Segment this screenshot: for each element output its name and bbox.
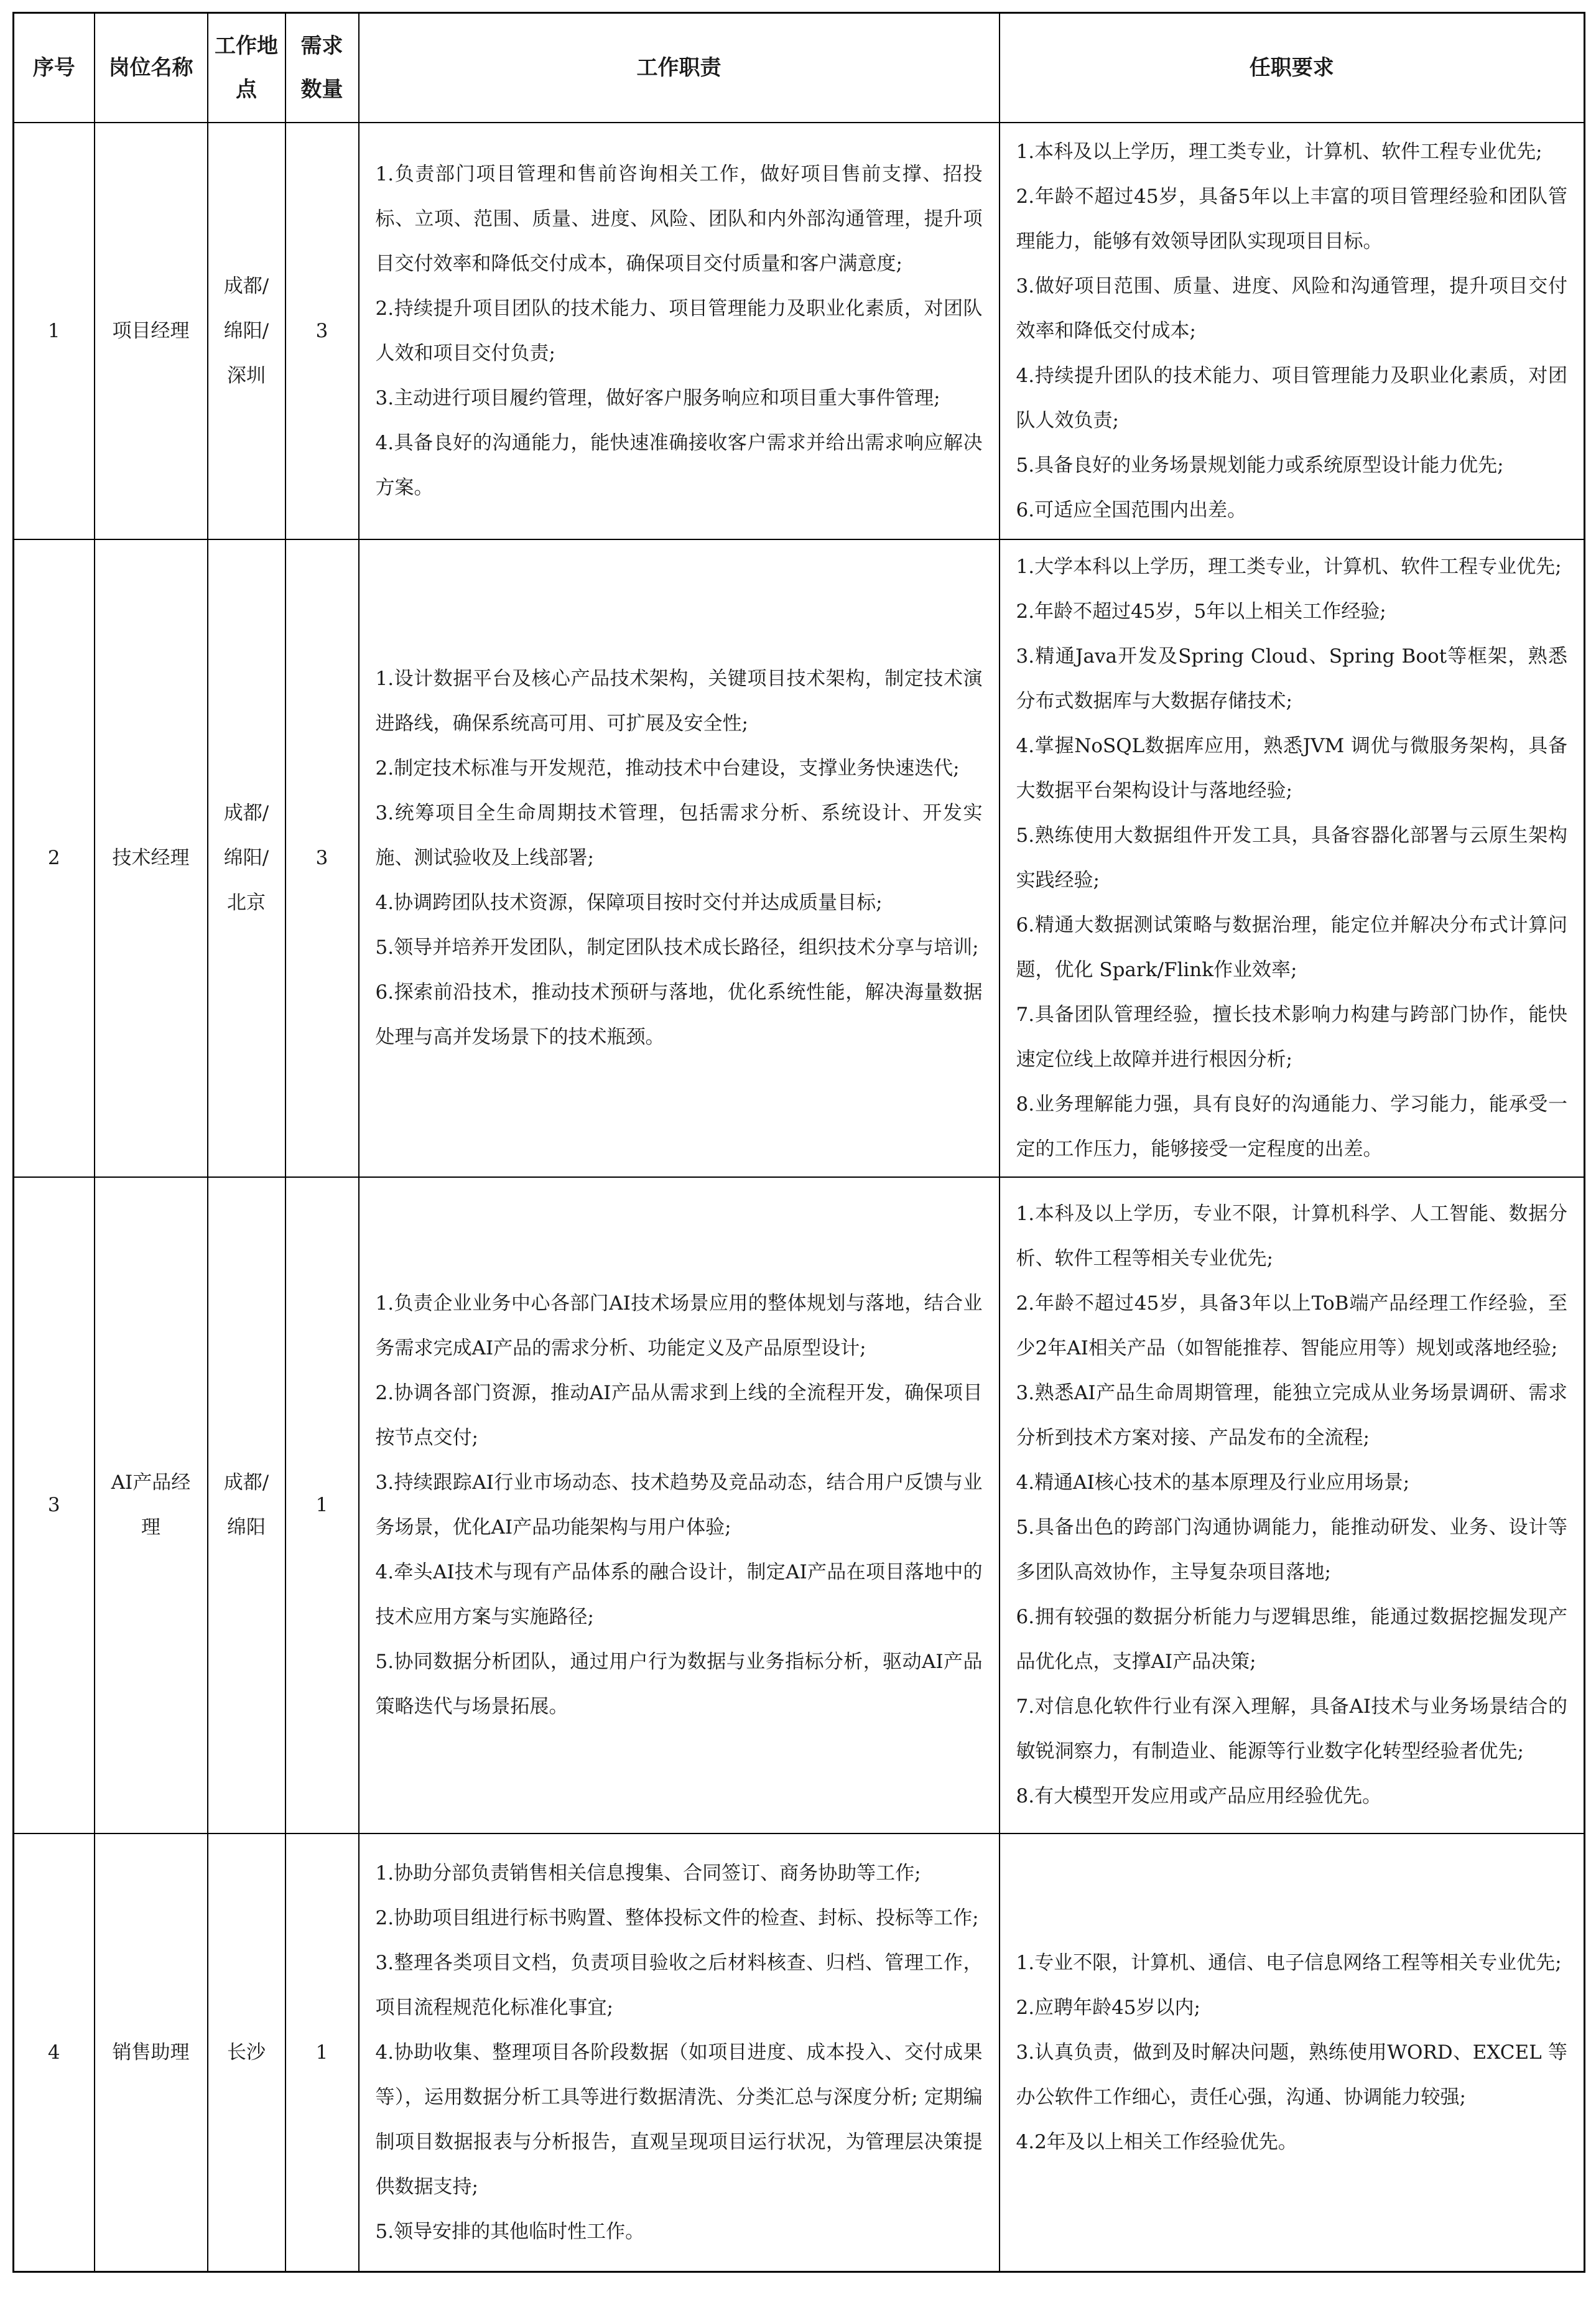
text-line: 4.具备良好的沟通能力，能快速准确接收客户需求并给出需求响应解决方案。: [375, 431, 983, 499]
cell-duties: [359, 539, 1000, 1177]
text-line: 6.精通大数据测试策略与数据治理，能定位并解决分布式计算问题，优化 Spark/Flink作业效率;: [1016, 914, 1567, 981]
text-line: 1.本科及以上学历，专业不限，计算机科学、人工智能、数据分析、软件工程等相关专业优先;: [1016, 1203, 1567, 1270]
text-line: 8.业务理解能力强，具有良好的沟通能力、学习能力，能承受一定的工作压力，能够接受一定程度的出差。: [1016, 1093, 1567, 1160]
cell-location: [208, 1177, 285, 1833]
cell-requirements: [1000, 1833, 1585, 2272]
text-line: 2.年龄不超过45岁，具备3年以上ToB端产品经理工作经验，至少2年AI相关产品（如智能推荐、智能应用等）规划或落地经验;: [1016, 1292, 1567, 1359]
text-line: 2.持续提升项目团队的技术能力、项目管理能力及职业化素质，对团队人效和项目交付负责;: [375, 297, 983, 365]
text-line: 3.认真负责，做到及时解决问题，熟练使用WORD、EXCEL 等办公软件工作细心，责任心强，沟通、协调能力较强;: [1016, 2041, 1567, 2108]
text-line: 4.协助收集、整理项目各阶段数据（如项目进度、成本投入、交付成果等），运用数据分析工具等进行数据清洗、分类汇总与深度分析; 定期编制项目数据报表与分析报告，直观呈现项目运行状况，为管理层决策提供数据支持;: [375, 2041, 983, 2198]
text-line: 1.大学本科以上学历，理工类专业，计算机、软件工程专业优先;: [1016, 556, 1562, 578]
text-line: 6.探索前沿技术，推动技术预研与落地，优化系统性能，解决海量数据处理与高并发场景下的技术瓶颈。: [375, 981, 983, 1048]
cell-requirements: [1000, 539, 1585, 1177]
text-line: 1.协助分部负责销售相关信息搜集、合同签订、商务协助等工作;: [375, 1861, 921, 1885]
cell-position: 项目经理: [95, 123, 208, 539]
text-line: 3.统筹项目全生命周期技术管理，包括需求分析、系统设计、开发实施、测试验收及上线部署;: [375, 802, 983, 869]
cell-requirements: [1000, 1177, 1585, 1833]
cell-position: 销售助理: [95, 1833, 208, 2272]
text-line: 1.本科及以上学历，理工类专业，计算机、软件工程专业优先;: [1016, 140, 1543, 163]
text-line: 5.具备良好的业务场景规划能力或系统原型设计能力优先;: [1016, 454, 1504, 477]
text-line: 3.持续跟踪AI行业市场动态、技术趋势及竞品动态，结合用户反馈与业务场景，优化AI产品功能架构与用户体验;: [375, 1471, 983, 1539]
text-line: 长沙: [227, 2041, 266, 2064]
header-duties: 工作职责: [359, 13, 1000, 123]
text-line: 6.拥有较强的数据分析能力与逻辑思维，能通过数据挖掘发现产品优化点，支撑AI产品决策;: [1016, 1606, 1567, 1673]
text-line: 成都/: [223, 1471, 269, 1494]
text-line: 4.精通AI核心技术的基本原理及行业应用场景;: [1016, 1471, 1410, 1494]
text-line: 1.负责企业业务中心各部门AI技术场景应用的整体规划与落地，结合业务需求完成AI产品的需求分析、功能定义及产品原型设计;: [375, 1292, 983, 1359]
text-line: 5.领导安排的其他临时性工作。: [375, 2220, 645, 2243]
header-requirements: 任职要求: [1000, 13, 1585, 123]
text-line: 6.可适应全国范围内出差。: [1016, 498, 1247, 521]
cell-seq: 2: [14, 539, 95, 1177]
header-seq: 序号: [14, 13, 95, 123]
text-line: 3.熟悉AI产品生命周期管理，能独立完成从业务场景调研、需求分析到技术方案对接、产品发布的全流程;: [1016, 1382, 1567, 1449]
text-line: 2.协助项目组进行标书购置、整体投标文件的检查、封标、投标等工作;: [375, 1906, 979, 1929]
text-line: 3.做好项目范围、质量、进度、风险和沟通管理，提升项目交付效率和降低交付成本;: [1016, 274, 1567, 342]
text-line: 1.专业不限，计算机、通信、电子信息网络工程等相关专业优先;: [1016, 1951, 1562, 1974]
cell-headcount: 1: [285, 1177, 359, 1833]
table-row: [14, 1177, 1585, 1833]
table-row: [14, 539, 1585, 1177]
table-row: [14, 123, 1585, 539]
text-line: 2.制定技术标准与开发规范，推动技术中台建设，支撑业务快速迭代;: [375, 757, 960, 780]
cell-headcount: 3: [285, 123, 359, 539]
text-line: 深圳: [227, 364, 266, 387]
recruitment-positions-table: [12, 12, 1585, 2273]
text-line: 1.设计数据平台及核心产品技术架构，关键项目技术架构，制定技术演进路线，确保系统高可用、可扩展及安全性;: [375, 668, 983, 735]
text-line: 5.熟练使用大数据组件开发工具，具备容器化部署与云原生架构实践经验;: [1016, 824, 1567, 892]
cell-requirements: [1000, 123, 1585, 539]
text-line: 7.对信息化软件行业有深入理解，具备AI技术与业务场景结合的敏锐洞察力，有制造业、能源等行业数字化转型经验者优先;: [1016, 1695, 1567, 1763]
text-line: 绵阳: [227, 1516, 266, 1539]
cell-location: [208, 539, 285, 1177]
cell-seq: 3: [14, 1177, 95, 1833]
text-line: 5.领导并培养开发团队，制定团队技术成长路径，组织技术分享与培训;: [375, 936, 979, 959]
text-line: 2.年龄不超过45岁，5年以上相关工作经验;: [1016, 600, 1386, 623]
text-line: 5.具备出色的跨部门沟通协调能力，能推动研发、业务、设计等多团队高效协作，主导复杂项目落地;: [1016, 1516, 1567, 1583]
cell-position: 技术经理: [95, 539, 208, 1177]
cell-duties: [359, 123, 1000, 539]
header-headcount: 需求数量: [285, 13, 359, 123]
table-header-row: [14, 13, 1585, 123]
cell-location: [208, 123, 285, 539]
cell-duties: [359, 1177, 1000, 1833]
text-line: 北京: [227, 892, 266, 914]
cell-location: [208, 1833, 285, 2272]
text-line: 成都/: [223, 274, 269, 297]
text-line: 4.协调跨团队技术资源，保障项目按时交付并达成质量目标;: [375, 892, 883, 914]
text-line: 2.应聘年龄45岁以内;: [1016, 1996, 1200, 2019]
cell-seq: 1: [14, 123, 95, 539]
cell-seq: 4: [14, 1833, 95, 2272]
text-line: 3.整理各类项目文档，负责项目验收之后材料核查、归档、管理工作，项目流程规范化标准化事宜;: [375, 1951, 983, 2019]
text-line: 2.年龄不超过45岁，具备5年以上丰富的项目管理经验和团队管理能力，能够有效领导团队实现项目目标。: [1016, 185, 1567, 253]
text-line: 1.负责部门项目管理和售前咨询相关工作，做好项目售前支撑、招投标、立项、范围、质量、进度、风险、团队和内外部沟通管理，提升项目交付效率和降低交付成本，确保项目交付质量和客户满意度;: [375, 162, 983, 275]
text-line: 4.掌握NoSQL数据库应用，熟悉JVM 调优与微服务架构，具备大数据平台架构设计与落地经验;: [1016, 735, 1567, 802]
text-line: 7.具备团队管理经验，擅长技术影响力构建与跨部门协作，能快速定位线上故障并进行根因分析;: [1016, 1004, 1567, 1071]
text-line: 4.2年及以上相关工作经验优先。: [1016, 2130, 1297, 2153]
cell-headcount: 1: [285, 1833, 359, 2272]
text-line: 2.协调各部门资源，推动AI产品从需求到上线的全流程开发，确保项目按节点交付;: [375, 1382, 983, 1449]
text-line: 5.协同数据分析团队，通过用户行为数据与业务指标分析，驱动AI产品策略迭代与场景拓展。: [375, 1651, 983, 1718]
cell-headcount: 3: [285, 539, 359, 1177]
text-line: 4.持续提升团队的技术能力、项目管理能力及职业化素质，对团队人效负责;: [1016, 364, 1567, 432]
text-line: 4.牵头AI技术与现有产品体系的融合设计，制定AI产品在项目落地中的技术应用方案与实施路径;: [375, 1561, 983, 1628]
table-row: [14, 1833, 1585, 2272]
header-location: 工作地点: [208, 13, 285, 123]
text-line: 绵阳/: [223, 319, 269, 342]
text-line: 8.有大模型开发应用或产品应用经验优先。: [1016, 1785, 1382, 1807]
text-line: 3.精通Java开发及Spring Cloud、Spring Boot等框架，熟悉分布式数据库与大数据存储技术;: [1016, 645, 1567, 712]
text-line: 绵阳/: [223, 847, 269, 869]
text-line: 成都/: [223, 802, 269, 824]
header-position: 岗位名称: [95, 13, 208, 123]
cell-position: AI产品经理: [95, 1177, 208, 1833]
text-line: 3.主动进行项目履约管理，做好客户服务响应和项目重大事件管理;: [375, 386, 940, 409]
cell-duties: [359, 1833, 1000, 2272]
